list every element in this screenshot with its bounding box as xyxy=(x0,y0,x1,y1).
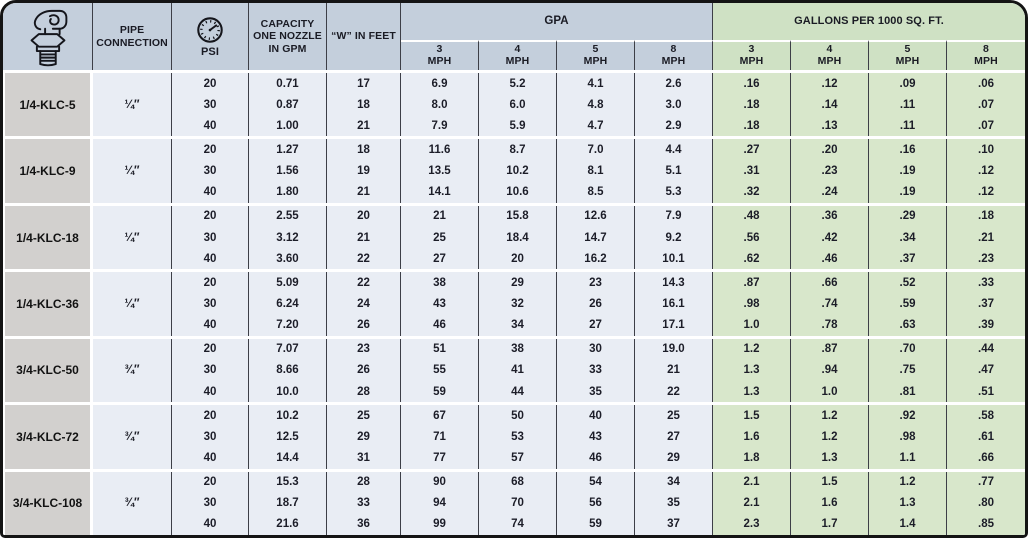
gpa-mph-header-8 xyxy=(635,40,713,70)
gpa-cell: 90 xyxy=(401,472,479,493)
gpm-cell: 7.20 xyxy=(249,315,327,336)
pipe-connection-cell: ¼″ xyxy=(93,73,172,136)
w-feet-cell: 22 xyxy=(327,272,401,293)
model-row-group xyxy=(3,469,1025,535)
gpm-cell: 2.55 xyxy=(249,206,327,227)
gallons-per-1000-cell: .70 xyxy=(869,339,947,360)
mph-suffix: MPH xyxy=(427,55,452,67)
psi-header xyxy=(172,3,249,70)
gallons-per-1000-cell: 1.2 xyxy=(713,339,791,360)
gallons-per-1000-cell: 1.3 xyxy=(713,381,791,402)
gallons-per-1000-cell: 1.2 xyxy=(791,426,869,447)
gpa-cell: 26 xyxy=(557,293,635,314)
w-feet-cell: 31 xyxy=(327,447,401,468)
gpa-cell: 14.3 xyxy=(635,272,713,293)
gpa-cell: 38 xyxy=(479,339,557,360)
gallons-per-1000-cell: .14 xyxy=(791,94,869,115)
psi-cell: 20 xyxy=(172,73,249,94)
gallons-per-1000-cell: .16 xyxy=(869,139,947,160)
gallons-per-1000-cell: .23 xyxy=(791,161,869,182)
pipe-connection-cell: ¾″ xyxy=(93,339,172,402)
gpa-cell: 4.1 xyxy=(557,73,635,94)
mph-value: 8 xyxy=(670,43,677,56)
w-feet-cell: 29 xyxy=(327,426,401,447)
gpm-cell: 14.4 xyxy=(249,447,327,468)
gallons-per-1000-cell: .59 xyxy=(869,293,947,314)
gallons-per-1000-cell: .46 xyxy=(791,248,869,269)
w-feet-cell: 21 xyxy=(327,115,401,136)
gpa-cell: 15.8 xyxy=(479,206,557,227)
gallons-per-1000-cell: 2.3 xyxy=(713,514,791,535)
model-name-cell: 1/4-KLC-18 xyxy=(3,206,93,269)
gpa-cell: 8.0 xyxy=(401,94,479,115)
gpa-cell: 8.1 xyxy=(557,161,635,182)
gallons-per-1000-cell: .18 xyxy=(947,206,1025,227)
gpa-cell: 51 xyxy=(401,339,479,360)
gallons-per-1000-cell: .23 xyxy=(947,248,1025,269)
w-feet-cell: 18 xyxy=(327,94,401,115)
gallons-per-1000-cell: 2.1 xyxy=(713,493,791,514)
capacity-header: CAPACITY ONE NOZZLE IN GPM xyxy=(249,3,327,70)
gallons-per-1000-cell: 1.3 xyxy=(869,493,947,514)
gallons-per-1000-cell: 1.6 xyxy=(791,493,869,514)
pipe-connection-cell: ¾″ xyxy=(93,472,172,535)
gallons-mph-header-4 xyxy=(791,40,869,70)
gpa-cell: 2.9 xyxy=(635,115,713,136)
model-name-cell: 3/4-KLC-72 xyxy=(3,405,93,468)
gpm-cell: 7.07 xyxy=(249,339,327,360)
gallons-per-1000-cell: .78 xyxy=(791,315,869,336)
gpa-cell: 54 xyxy=(557,472,635,493)
gallons-per-1000-cell: .12 xyxy=(947,182,1025,203)
gpa-cell: 6.0 xyxy=(479,94,557,115)
pipe-connection-cell: ¼″ xyxy=(93,139,172,202)
gallons-per-1000-cell: .66 xyxy=(791,272,869,293)
gpa-cell: 3.0 xyxy=(635,94,713,115)
gpa-cell: 10.6 xyxy=(479,182,557,203)
gpa-cell: 27 xyxy=(401,248,479,269)
gallons-per-1000-cell: 1.2 xyxy=(869,472,947,493)
psi-cell: 30 xyxy=(172,493,249,514)
gallons-per-1000-cell: .11 xyxy=(869,94,947,115)
mph-value: 3 xyxy=(748,43,755,56)
psi-cell: 30 xyxy=(172,293,249,314)
psi-cell: 40 xyxy=(172,447,249,468)
model-name-cell: 1/4-KLC-36 xyxy=(3,272,93,335)
gallons-per-1000-cell: 1.7 xyxy=(791,514,869,535)
gpa-cell: 38 xyxy=(401,272,479,293)
gallons-per-1000-cell: .81 xyxy=(869,381,947,402)
psi-cell: 40 xyxy=(172,248,249,269)
gallons-per-1000-cell: .11 xyxy=(869,115,947,136)
gpa-cell: 21 xyxy=(635,360,713,381)
gpa-cell: 20 xyxy=(479,248,557,269)
psi-cell: 30 xyxy=(172,360,249,381)
gpa-cell: 35 xyxy=(635,493,713,514)
gallons-per-1000-cell: .85 xyxy=(947,514,1025,535)
psi-cell: 20 xyxy=(172,206,249,227)
gallons-per-1000-cell: 1.8 xyxy=(713,447,791,468)
psi-cell: 20 xyxy=(172,139,249,160)
model-row-group xyxy=(3,203,1025,269)
gpa-cell: 4.4 xyxy=(635,139,713,160)
gpa-cell: 53 xyxy=(479,426,557,447)
gpa-cell: 29 xyxy=(479,272,557,293)
gallons-per-1000-cell: .10 xyxy=(947,139,1025,160)
gallons-per-1000-cell: 1.2 xyxy=(791,405,869,426)
gpa-cell: 59 xyxy=(557,514,635,535)
gpm-cell: 8.66 xyxy=(249,360,327,381)
mph-value: 5 xyxy=(904,43,911,56)
gpa-cell: 5.2 xyxy=(479,73,557,94)
gallons-per-1000-cell: .12 xyxy=(947,161,1025,182)
gpa-cell: 43 xyxy=(401,293,479,314)
gallons-per-1000-cell: .48 xyxy=(713,206,791,227)
w-feet-cell: 28 xyxy=(327,381,401,402)
gpa-cell: 16.1 xyxy=(635,293,713,314)
gpa-cell: 5.9 xyxy=(479,115,557,136)
gpa-cell: 40 xyxy=(557,405,635,426)
gpm-cell: 1.00 xyxy=(249,115,327,136)
gpa-cell: 19.0 xyxy=(635,339,713,360)
w-feet-cell: 26 xyxy=(327,315,401,336)
gpa-cell: 32 xyxy=(479,293,557,314)
psi-cell: 30 xyxy=(172,426,249,447)
gpa-cell: 14.7 xyxy=(557,227,635,248)
w-feet-cell: 19 xyxy=(327,161,401,182)
gpa-cell: 27 xyxy=(635,426,713,447)
gallons-per-1000-cell: .37 xyxy=(947,293,1025,314)
gpa-cell: 27 xyxy=(557,315,635,336)
w-feet-cell: 25 xyxy=(327,405,401,426)
gallons-per-1000-cell: .47 xyxy=(947,360,1025,381)
mph-value: 5 xyxy=(592,43,599,56)
gpa-cell: 57 xyxy=(479,447,557,468)
gpm-cell: 12.5 xyxy=(249,426,327,447)
gallons-per-1000-cell: .31 xyxy=(713,161,791,182)
gpa-cell: 44 xyxy=(479,381,557,402)
gpm-cell: 10.2 xyxy=(249,405,327,426)
w-feet-cell: 24 xyxy=(327,293,401,314)
w-feet-cell: 21 xyxy=(327,182,401,203)
gpa-cell: 18.4 xyxy=(479,227,557,248)
gallons-mph-header-5 xyxy=(869,40,947,70)
gpa-cell: 67 xyxy=(401,405,479,426)
gallons-per-1000-cell: .18 xyxy=(713,94,791,115)
gallons-per-1000-cell: 1.6 xyxy=(713,426,791,447)
table-body xyxy=(3,70,1025,535)
gpa-cell: 17.1 xyxy=(635,315,713,336)
w-feet-cell: 23 xyxy=(327,339,401,360)
gpa-cell: 16.2 xyxy=(557,248,635,269)
gallons-per-1000-cell: .75 xyxy=(869,360,947,381)
gallons-mph-header-8 xyxy=(947,40,1025,70)
w-feet-cell: 28 xyxy=(327,472,401,493)
gallons-per-1000-cell: .92 xyxy=(869,405,947,426)
gpa-cell: 29 xyxy=(635,447,713,468)
model-name-cell: 1/4-KLC-5 xyxy=(3,73,93,136)
mph-value: 3 xyxy=(436,43,443,56)
gpm-cell: 3.12 xyxy=(249,227,327,248)
gpm-cell: 1.80 xyxy=(249,182,327,203)
gpa-cell: 41 xyxy=(479,360,557,381)
mph-suffix: MPH xyxy=(583,55,608,67)
gpa-mph-header-5 xyxy=(557,40,635,70)
gpa-cell: 23 xyxy=(557,272,635,293)
pressure-gauge-icon xyxy=(195,15,225,45)
w-feet-cell: 26 xyxy=(327,360,401,381)
mph-suffix: MPH xyxy=(661,55,686,67)
gpa-cell: 21 xyxy=(401,206,479,227)
mph-suffix: MPH xyxy=(895,55,920,67)
gpa-cell: 99 xyxy=(401,514,479,535)
gallons-per-1000-cell: .32 xyxy=(713,182,791,203)
gallons-per-1000-cell: .56 xyxy=(713,227,791,248)
gpa-cell: 46 xyxy=(401,315,479,336)
model-name-cell: 3/4-KLC-108 xyxy=(3,472,93,535)
gpa-cell: 50 xyxy=(479,405,557,426)
nozzle-image-cell xyxy=(3,3,93,70)
psi-cell: 40 xyxy=(172,182,249,203)
gallons-per-1000-cell: .51 xyxy=(947,381,1025,402)
model-row-group xyxy=(3,336,1025,402)
psi-cell: 40 xyxy=(172,115,249,136)
psi-header-label: PSI xyxy=(200,45,220,58)
gallons-per-1000-cell: .87 xyxy=(713,272,791,293)
gallons-per-1000-cell: 1.3 xyxy=(791,447,869,468)
w-feet-cell: 17 xyxy=(327,73,401,94)
gpa-cell: 25 xyxy=(401,227,479,248)
w-feet-cell: 36 xyxy=(327,514,401,535)
gallons-per-1000-cell: .20 xyxy=(791,139,869,160)
model-row-group xyxy=(3,136,1025,202)
gallons-per-1000-cell: 1.4 xyxy=(869,514,947,535)
model-row-group xyxy=(3,269,1025,335)
gpm-cell: 0.87 xyxy=(249,94,327,115)
nozzle-icon xyxy=(22,7,74,67)
gpa-cell: 22 xyxy=(635,381,713,402)
gpa-cell: 30 xyxy=(557,339,635,360)
mph-value: 4 xyxy=(514,43,521,56)
w-in-feet-header: “W” IN FEET xyxy=(327,3,401,70)
gallons-per-1000-cell: .74 xyxy=(791,293,869,314)
gpa-mph-header-4 xyxy=(479,40,557,70)
gallons-per-1000-cell: .62 xyxy=(713,248,791,269)
gpa-cell: 56 xyxy=(557,493,635,514)
pipe-connection-cell: ¼″ xyxy=(93,206,172,269)
gpa-cell: 25 xyxy=(635,405,713,426)
psi-cell: 30 xyxy=(172,94,249,115)
gpa-cell: 33 xyxy=(557,360,635,381)
gallons-per-1000-cell: .06 xyxy=(947,73,1025,94)
gallons-per-1000-cell: .66 xyxy=(947,447,1025,468)
gpa-cell: 13.5 xyxy=(401,161,479,182)
gallons-per-1000-cell: .18 xyxy=(713,115,791,136)
gpa-mph-header-3 xyxy=(401,40,479,70)
gpa-cell: 55 xyxy=(401,360,479,381)
gpm-cell: 1.56 xyxy=(249,161,327,182)
gpa-cell: 14.1 xyxy=(401,182,479,203)
gallons-per-1000-cell: .63 xyxy=(869,315,947,336)
gallons-per-1000-cell: .36 xyxy=(791,206,869,227)
gpa-cell: 94 xyxy=(401,493,479,514)
gallons-per-1000-cell: .80 xyxy=(947,493,1025,514)
w-feet-cell: 33 xyxy=(327,493,401,514)
pipe-connection-cell: ¾″ xyxy=(93,405,172,468)
gallons-per-1000-cell: 1.5 xyxy=(713,405,791,426)
gallons-per-1000-cell: .58 xyxy=(947,405,1025,426)
gpa-cell: 7.0 xyxy=(557,139,635,160)
w-feet-cell: 22 xyxy=(327,248,401,269)
gpa-cell: 7.9 xyxy=(635,206,713,227)
gallons-per-1000-cell: .52 xyxy=(869,272,947,293)
gpa-cell: 10.2 xyxy=(479,161,557,182)
gallons-per-1000-cell: .33 xyxy=(947,272,1025,293)
gpm-cell: 5.09 xyxy=(249,272,327,293)
mph-suffix: MPH xyxy=(505,55,530,67)
psi-cell: 40 xyxy=(172,315,249,336)
gallons-per-1000-cell: .37 xyxy=(869,248,947,269)
gpa-cell: 10.1 xyxy=(635,248,713,269)
pipe-connection-header: PIPE CONNECTION xyxy=(93,3,172,70)
gallons-per-1000-cell: 1.0 xyxy=(791,381,869,402)
mph-suffix: MPH xyxy=(739,55,764,67)
model-name-cell: 3/4-KLC-50 xyxy=(3,339,93,402)
psi-cell: 40 xyxy=(172,514,249,535)
gpa-cell: 43 xyxy=(557,426,635,447)
gpm-cell: 18.7 xyxy=(249,493,327,514)
psi-cell: 40 xyxy=(172,381,249,402)
gpa-cell: 6.9 xyxy=(401,73,479,94)
gpa-cell: 8.5 xyxy=(557,182,635,203)
psi-cell: 20 xyxy=(172,339,249,360)
gpa-cell: 74 xyxy=(479,514,557,535)
gpa-cell: 12.6 xyxy=(557,206,635,227)
gpa-cell: 71 xyxy=(401,426,479,447)
gallons-per-1000-cell: .61 xyxy=(947,426,1025,447)
gpa-header: GPA xyxy=(401,3,713,40)
table-header xyxy=(3,3,1025,70)
model-name-cell: 1/4-KLC-9 xyxy=(3,139,93,202)
gallons-per-1000-cell: .98 xyxy=(713,293,791,314)
gallons-per-1000-cell: .94 xyxy=(791,360,869,381)
gallons-per-1000-cell: .19 xyxy=(869,161,947,182)
gallons-per-1000-cell: 1.0 xyxy=(713,315,791,336)
gallons-per-1000-cell: 1.3 xyxy=(713,360,791,381)
mph-suffix: MPH xyxy=(817,55,842,67)
gallons-per-1000-header: GALLONS PER 1000 SQ. FT. xyxy=(713,3,1025,40)
gallons-per-1000-cell: .07 xyxy=(947,115,1025,136)
gpa-cell: 11.6 xyxy=(401,139,479,160)
gallons-per-1000-cell: .44 xyxy=(947,339,1025,360)
w-feet-cell: 18 xyxy=(327,139,401,160)
model-row-group xyxy=(3,402,1025,468)
gallons-per-1000-cell: .07 xyxy=(947,94,1025,115)
gpa-cell: 46 xyxy=(557,447,635,468)
gpa-cell: 77 xyxy=(401,447,479,468)
gallons-per-1000-cell: .87 xyxy=(791,339,869,360)
gpm-cell: 10.0 xyxy=(249,381,327,402)
gpm-cell: 6.24 xyxy=(249,293,327,314)
w-feet-cell: 20 xyxy=(327,206,401,227)
gallons-per-1000-cell: .98 xyxy=(869,426,947,447)
gallons-per-1000-cell: .16 xyxy=(713,73,791,94)
psi-cell: 20 xyxy=(172,472,249,493)
gallons-per-1000-cell: .12 xyxy=(791,73,869,94)
gpm-cell: 3.60 xyxy=(249,248,327,269)
w-feet-cell: 21 xyxy=(327,227,401,248)
gallons-per-1000-cell: .19 xyxy=(869,182,947,203)
gpa-cell: 4.8 xyxy=(557,94,635,115)
gallons-per-1000-cell: .39 xyxy=(947,315,1025,336)
gpa-cell: 68 xyxy=(479,472,557,493)
gpa-cell: 59 xyxy=(401,381,479,402)
gallons-per-1000-cell: 2.1 xyxy=(713,472,791,493)
gallons-per-1000-cell: .34 xyxy=(869,227,947,248)
gpa-cell: 70 xyxy=(479,493,557,514)
gpa-cell: 9.2 xyxy=(635,227,713,248)
gpm-cell: 0.71 xyxy=(249,73,327,94)
gpa-cell: 37 xyxy=(635,514,713,535)
gallons-per-1000-cell: 1.5 xyxy=(791,472,869,493)
model-row-group xyxy=(3,70,1025,136)
gpa-cell: 7.9 xyxy=(401,115,479,136)
gpa-cell: 5.1 xyxy=(635,161,713,182)
psi-cell: 20 xyxy=(172,405,249,426)
psi-cell: 30 xyxy=(172,161,249,182)
gallons-per-1000-cell: .42 xyxy=(791,227,869,248)
gallons-per-1000-cell: .24 xyxy=(791,182,869,203)
gpa-cell: 4.7 xyxy=(557,115,635,136)
gpa-cell: 35 xyxy=(557,381,635,402)
mph-suffix: MPH xyxy=(974,55,998,67)
gallons-per-1000-cell: .29 xyxy=(869,206,947,227)
gpm-cell: 15.3 xyxy=(249,472,327,493)
gallons-per-1000-cell: .09 xyxy=(869,73,947,94)
gallons-per-1000-cell: .77 xyxy=(947,472,1025,493)
mph-value: 4 xyxy=(826,43,833,56)
gallons-per-1000-cell: 1.1 xyxy=(869,447,947,468)
gpa-cell: 2.6 xyxy=(635,73,713,94)
gpm-cell: 1.27 xyxy=(249,139,327,160)
gallons-per-1000-cell: .27 xyxy=(713,139,791,160)
gpm-cell: 21.6 xyxy=(249,514,327,535)
gpa-cell: 8.7 xyxy=(479,139,557,160)
gallons-per-1000-cell: .13 xyxy=(791,115,869,136)
psi-cell: 30 xyxy=(172,227,249,248)
gpa-cell: 34 xyxy=(635,472,713,493)
mph-value: 8 xyxy=(983,43,989,56)
gpa-cell: 5.3 xyxy=(635,182,713,203)
gpa-cell: 34 xyxy=(479,315,557,336)
gallons-per-1000-cell: .21 xyxy=(947,227,1025,248)
psi-cell: 20 xyxy=(172,272,249,293)
gallons-mph-header-3 xyxy=(713,40,791,70)
pipe-connection-cell: ¼″ xyxy=(93,272,172,335)
